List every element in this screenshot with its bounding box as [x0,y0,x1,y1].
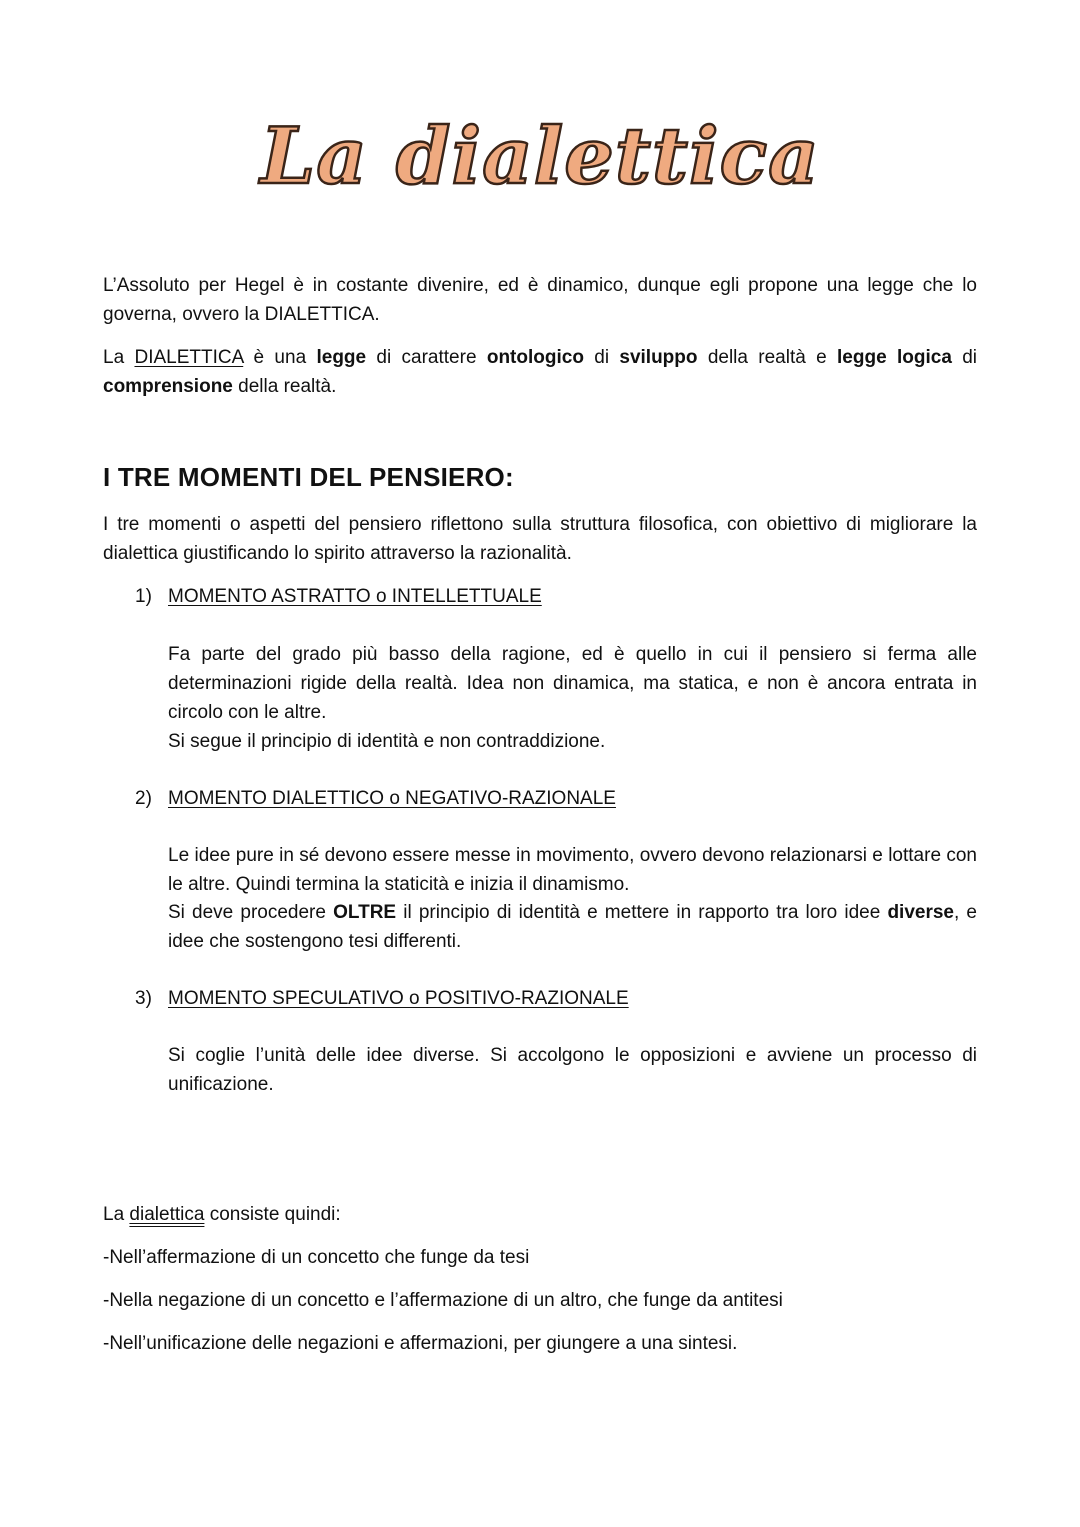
conclusion-lead [103,1200,341,1229]
moment-title: MOMENTO ASTRATTO o INTELLETTUALE [168,586,542,607]
text: La [103,1204,130,1225]
section-intro: I tre momenti o aspetti del pensiero riflettono sulla struttura filosofica, con obiettivo di migliorare la dialettica giustificando lo spirito attraverso la razionalità. [103,514,977,564]
bold-legge: legge [316,347,367,368]
dialettica-double-underlined: dialettica [129,1204,205,1225]
intro-paragraph-2 [103,343,977,401]
text: della realtà e [697,347,838,368]
page-title: La dialettica [260,111,820,202]
bold-comprensione: comprensione [103,376,233,397]
text: di carattere [366,347,487,368]
text: La [103,347,135,368]
conclusion-point-antitesi: -Nella negazione di un concetto e l’affermazione di un altro, che funge da antitesi [103,1290,783,1311]
bold-legge-logica: legge logica [837,347,952,368]
bold-ontologico: ontologico [486,347,584,368]
bold-diverse: diverse [887,902,954,923]
moment-2-body-2 [168,898,977,956]
text: è una [243,347,317,368]
section-heading: I TRE MOMENTI DEL PENSIERO: [103,462,514,492]
conclusion-point-tesi: -Nell’affermazione di un concetto che funge da tesi [103,1247,530,1268]
text: , e idee che sostengono tesi differenti. [168,902,977,952]
text: della realtà. [232,376,337,397]
moment-3-heading [135,984,629,1013]
text: di [951,347,978,368]
bold-sviluppo: sviluppo [619,347,698,368]
moment-title: MOMENTO SPECULATIVO o POSITIVO-RAZIONALE [168,988,629,1009]
conclusion-point-sintesi: -Nell’unificazione delle negazioni e affermazioni, per giungere a una sintesi. [103,1333,738,1354]
moment-number: 2) [135,788,152,809]
bold-oltre: OLTRE [333,902,397,923]
moment-title: MOMENTO DIALETTICO o NEGATIVO-RAZIONALE [168,788,616,809]
text: consiste quindi: [204,1204,341,1225]
moment-2-heading [135,784,616,813]
moment-number: 1) [135,586,152,607]
intro-paragraph-1: L’Assoluto per Hegel è in costante divenire, ed è dinamico, dunque egli propone una legge che lo governa, ovvero la DIALETTICA. [103,275,977,325]
dialettica-underlined: DIALETTICA [134,347,244,368]
text: il principio di identità e mettere in rapporto tra loro idee [396,902,888,923]
moment-2-body: Le idee pure in sé devono essere messe in movimento, ovvero devono relazionarsi e lottare con le altre. Quindi termina la staticità e inizia il dinamismo. [168,845,977,895]
moment-number: 3) [135,988,152,1009]
moment-1-body-2: Si segue il principio di identità e non contraddizione. [168,731,606,752]
moment-1-body: Fa parte del grado più basso della ragione, ed è quello in cui il pensiero si ferma alle determinazioni rigide della realtà. Idea non dinamica, ma statica, e non è ancora entrata in circolo con le altre. [168,644,977,723]
moment-1-heading [135,582,542,611]
text: Si deve procedere [168,902,334,923]
moment-3-body: Si coglie l’unità delle idee diverse. Si accolgono le opposizioni e avviene un processo di unificazione. [168,1045,977,1095]
text: di [583,347,620,368]
